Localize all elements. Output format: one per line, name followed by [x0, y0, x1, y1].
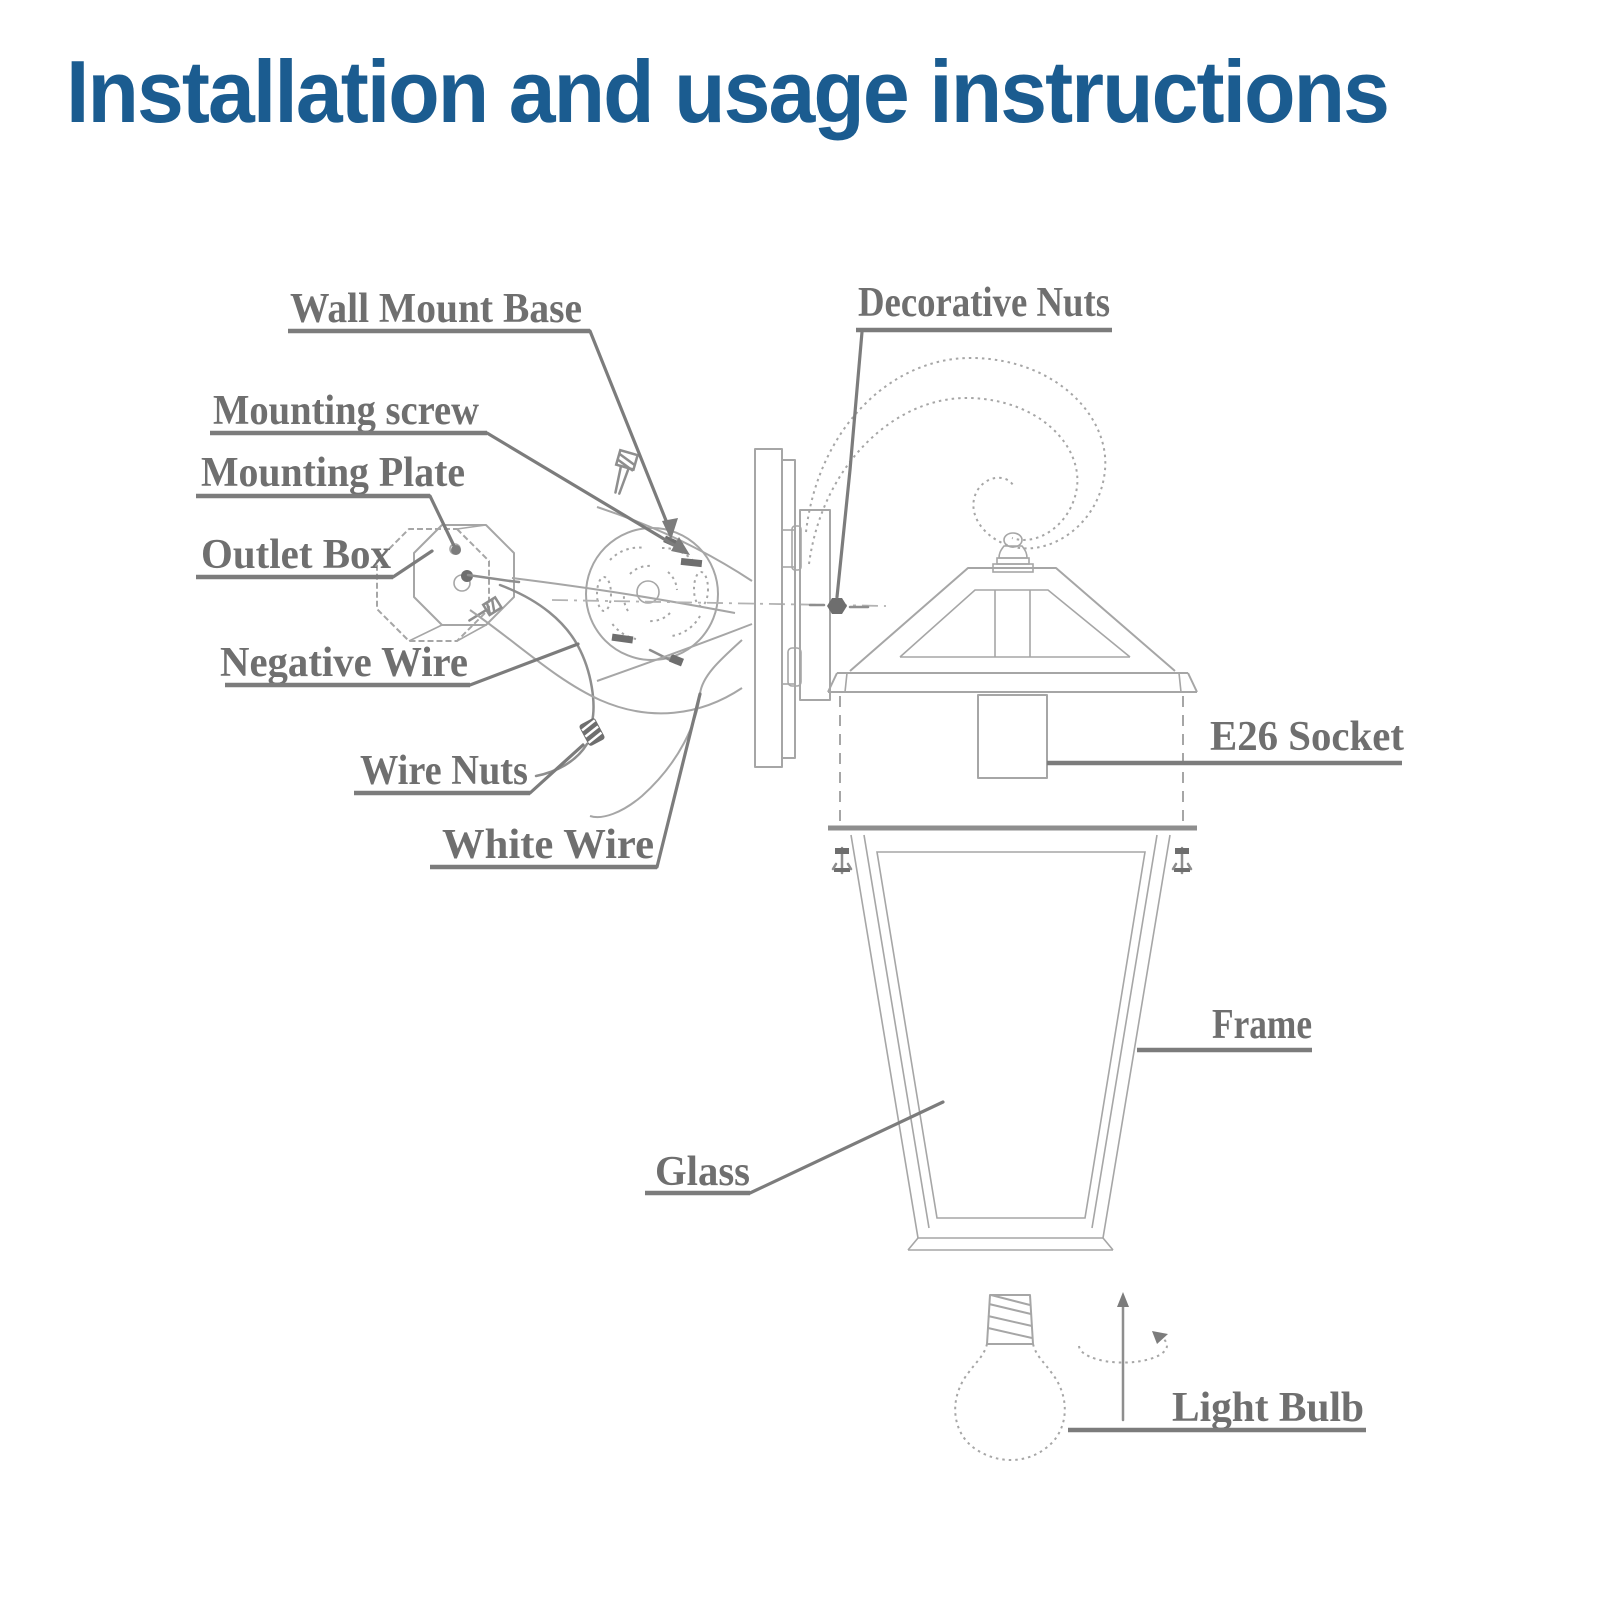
callout-outlet-box — [196, 532, 432, 578]
glass-drawing — [877, 852, 1145, 1218]
page-title: Installation and usage instructions — [66, 42, 1388, 141]
callout-e26-socket — [1047, 714, 1404, 763]
wire-nut-drawing — [578, 717, 605, 747]
label-white-wire: White Wire — [442, 822, 654, 868]
label-outlet-box: Outlet Box — [201, 532, 391, 578]
e26-socket-drawing — [978, 695, 1047, 778]
decorative-nut-drawing — [810, 598, 868, 614]
label-frame: Frame — [1212, 1002, 1312, 1048]
callout-negative-wire — [220, 640, 578, 686]
frame-screw-left — [833, 848, 851, 873]
label-mounting-screw: Mounting screw — [213, 388, 480, 434]
label-light-bulb: Light Bulb — [1172, 1385, 1364, 1431]
label-e26-socket: E26 Socket — [1210, 714, 1405, 760]
label-mounting-plate: Mounting Plate — [201, 450, 465, 496]
rotate-arrow-icon — [1079, 1292, 1168, 1420]
callout-light-bulb — [1068, 1385, 1366, 1431]
callout-wire-nuts — [354, 745, 583, 794]
roof-drawing — [828, 568, 1197, 692]
label-wire-nuts: Wire Nuts — [360, 748, 528, 794]
callout-frame — [1137, 1002, 1312, 1050]
callout-decorative-nuts — [837, 280, 1112, 597]
light-bulb-icon — [955, 1295, 1065, 1460]
wall-plate-drawing — [755, 449, 830, 767]
frame-drawing — [851, 835, 1170, 1250]
frame-screw-right — [1173, 848, 1191, 873]
label-decorative-nuts: Decorative Nuts — [858, 280, 1110, 326]
label-negative-wire: Negative Wire — [220, 640, 468, 686]
label-wall-mount-base: Wall Mount Base — [290, 286, 582, 332]
loose-screw-drawing — [609, 450, 638, 495]
label-glass: Glass — [655, 1149, 750, 1195]
finial-drawing — [993, 533, 1033, 572]
outlet-box-drawing — [377, 525, 514, 641]
